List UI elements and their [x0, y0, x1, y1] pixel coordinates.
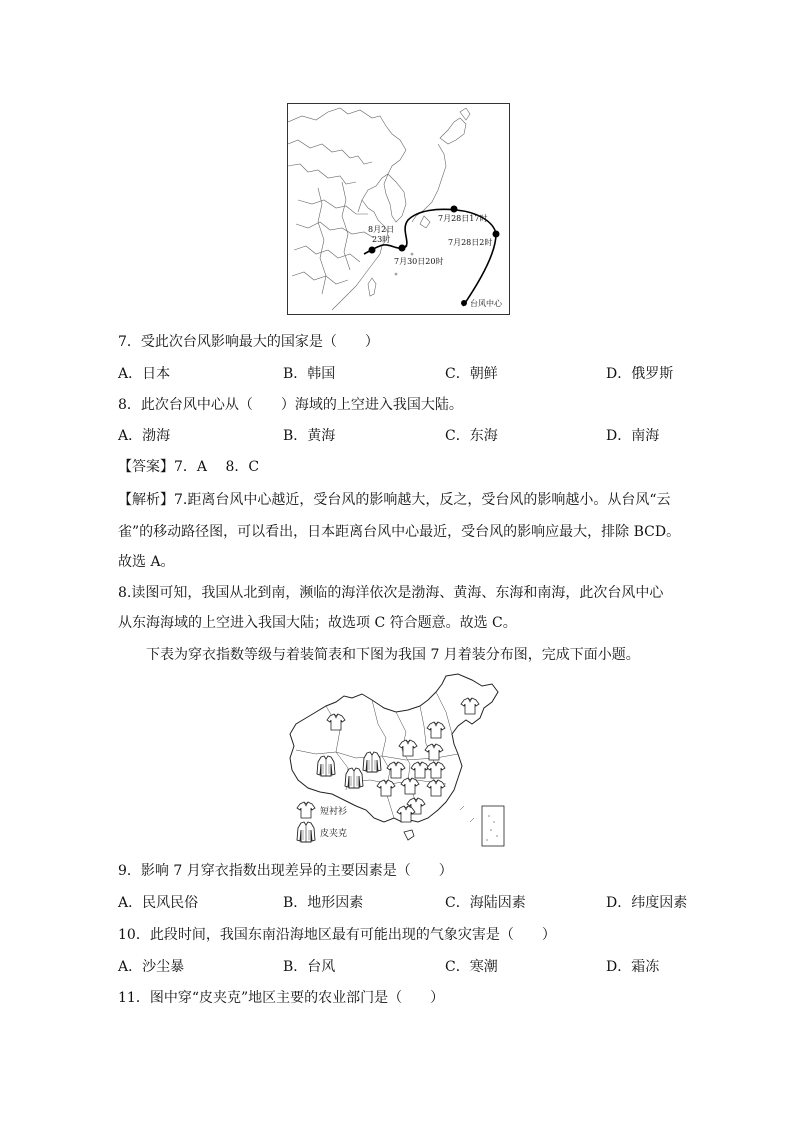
- q8-option-b[interactable]: B．黄海: [283, 428, 336, 444]
- analysis-line-3: 故选 A。: [118, 554, 175, 570]
- track-point-0728-17: [451, 206, 458, 213]
- label-aug2: 8月2日: [368, 225, 395, 234]
- q7-option-a[interactable]: A．日本: [118, 366, 171, 382]
- q10-option-d[interactable]: D．霜冻: [606, 959, 660, 975]
- label-jul30-20: 7月30日20时: [394, 257, 444, 266]
- q10-option-b[interactable]: B．台风: [283, 959, 336, 975]
- jacket-icon: [317, 756, 335, 776]
- q8-option-a[interactable]: A．渤海: [118, 428, 171, 444]
- legend-jacket-label: 皮夹克: [320, 829, 348, 839]
- q9-stem: 9．影响 7 月穿衣指数出现差异的主要因素是（ ）: [118, 863, 453, 879]
- legend-shirt-icon: [297, 802, 315, 818]
- q9-option-a[interactable]: A．民风民俗: [118, 895, 199, 911]
- analysis-line-4: 8.读图可知，我国从北到南，濒临的海洋依次是渤海、黄海、东海和南海，此次台风中心: [118, 585, 664, 601]
- q9-option-c[interactable]: C．海陆因素: [445, 895, 526, 911]
- q7-option-d[interactable]: D．俄罗斯: [606, 366, 674, 382]
- intro-text: 下表为穿衣指数等级与着装简表和下图为我国 7 月着装分布图，完成下面小题。: [146, 647, 640, 663]
- q8-option-c[interactable]: C．东海: [445, 428, 498, 444]
- china-outline: [290, 674, 498, 822]
- q7-stem: 7．受此次台风影响最大的国家是（ ）: [118, 334, 379, 350]
- label-jul28-17: 7月28日17时: [438, 214, 488, 223]
- track-point-0802-23: [369, 247, 376, 254]
- analysis-line-1: 【解析】7.距离台风中心越近，受台风的影响越大，反之，受台风的影响越小。从台风“云: [118, 492, 671, 508]
- south-china-sea-inset: [482, 806, 504, 846]
- label-23h: 23时: [372, 235, 391, 244]
- q9-option-d[interactable]: D．纬度因素: [606, 895, 688, 911]
- typhoon-track-map: [287, 103, 510, 315]
- china-clothing-map-graphic: [286, 672, 512, 850]
- analysis-line-2: 雀”的移动路径图，可以看出，日本距离台风中心最近，受台风的影响应最大，排除 BCD。: [118, 524, 681, 540]
- legend-shirt-label: 短衬衫: [320, 807, 348, 817]
- legend-label: 台风中心: [470, 299, 502, 308]
- legend-dot: [461, 300, 467, 306]
- track-point-0728-02: [493, 231, 500, 238]
- track-point-0730-20: [399, 245, 406, 252]
- q7-option-b[interactable]: B．韩国: [283, 366, 336, 382]
- jacket-icon: [363, 752, 381, 772]
- q8-stem: 8．此次台风中心从（ ）海域的上空进入我国大陆。: [118, 397, 463, 413]
- answer-line: 【答案】7．A 8．C: [118, 459, 260, 475]
- q8-option-d[interactable]: D．南海: [606, 428, 660, 444]
- jacket-icon: [345, 768, 363, 788]
- q7-option-c[interactable]: C．朝鲜: [445, 366, 498, 382]
- analysis-line-5: 从东海海域的上空进入我国大陆；故选项 C 符合题意。故选 C。: [118, 615, 517, 631]
- q10-stem: 10．此段时间，我国东南沿海地区最有可能出现的气象灾害是（ ）: [118, 927, 556, 943]
- q10-option-c[interactable]: C．寒潮: [445, 959, 498, 975]
- q11-stem: 11．图中穿“皮夹克”地区主要的农业部门是（ ）: [118, 990, 445, 1006]
- typhoon-map-graphic: [288, 104, 509, 314]
- clothing-map: [286, 672, 512, 850]
- q10-option-a[interactable]: A．沙尘暴: [118, 959, 185, 975]
- q9-option-b[interactable]: B．地形因素: [283, 895, 364, 911]
- legend-jacket-icon: [297, 822, 315, 842]
- label-jul28-2: 7月28日2时: [448, 238, 493, 247]
